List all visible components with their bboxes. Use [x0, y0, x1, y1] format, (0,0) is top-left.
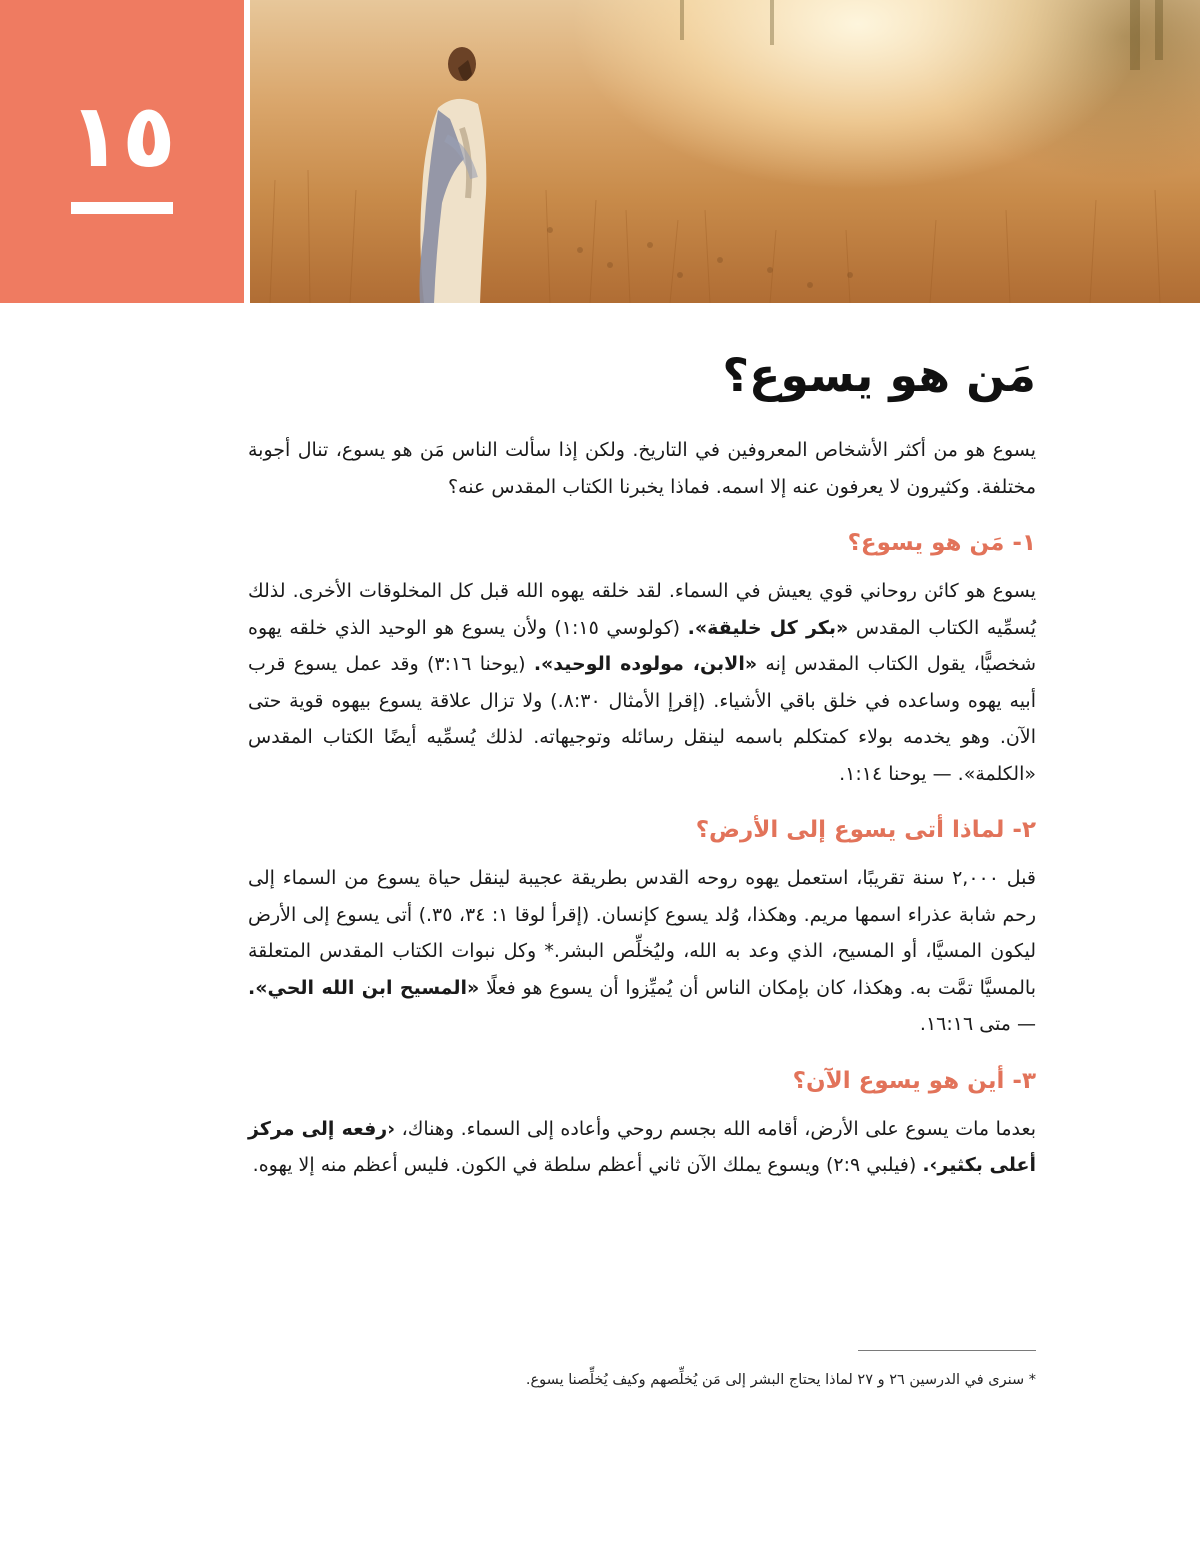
section-1-bold-quote: «الابن، مولوده الوحيد». [533, 653, 758, 675]
footnote-divider [858, 1350, 1036, 1351]
section-3-text: بعدما مات يسوع على الأرض، أقامه الله بجسم روحي وأعاده إلى السماء. وهناك، [395, 1117, 1036, 1140]
section-heading-2: ٢- لماذا أتى يسوع إلى الأرض؟ [695, 817, 1036, 843]
section-3-text: (فيلبي ٢:٩) ويسوع يملك الآن ثاني أعظم سلطة في الكون. فليس أعظم منه إلا يهوه. [252, 1154, 923, 1176]
lesson-number-block [0, 0, 244, 303]
section-2-bold-quote: «المسيح ابن الله الحي». [248, 976, 480, 999]
section-3-paragraph [248, 1111, 1036, 1184]
section-1-bold-quote: «بكر كل خليقة». [687, 616, 849, 639]
section-heading-1: ١- مَن هو يسوع؟ [847, 530, 1036, 556]
section-2-text: — متى ١٦:١٦. [919, 1013, 1036, 1035]
page-title: مَن هو يسوع؟ [722, 348, 1036, 402]
section-1-text: (كولوسي ١:١٥) ولأن يسوع هو الوحيد الذي خلقه يهوه شخصيًّا، يقول الكتاب المقدس إنه [248, 616, 1036, 675]
section-1-text: (يوحنا ٣:١٦) وقد عمل يسوع قرب أبيه يهوه وساعده في خلق باقي الأشياء. (إقرإ الأمثال ٨:٣٠.) ولا تزال علاقة يسوع بيهوه قوية حتى الآن. وهو يخدمه بولاء كمتكلم باسمه لينقل رسائله وتوجيهاته. لذلك يُسمِّيه أيضًا الكتاب المقدس «الكلمة». — يوحنا ١:١٤. [248, 653, 1036, 785]
section-heading-3: ٣- أين هو يسوع الآن؟ [792, 1067, 1036, 1094]
hero-photo [250, 0, 1200, 303]
intro-paragraph: يسوع هو من أكثر الأشخاص المعروفين في التاريخ. ولكن إذا سألت الناس مَن هو يسوع، تنال أجوبة مختلفة. وكثيرون لا يعرفون عنه إلا اسمه. فماذا يخبرنا الكتاب المقدس عنه؟ [248, 439, 1036, 498]
grass-texture [250, 0, 1200, 303]
section-2-text: قبل ٢,٠٠٠ سنة تقريبًا، استعمل يهوه روحه القدس بطريقة عجيبة لينقل حياة يسوع من السماء إلى رحم شابة عذراء اسمها مريم. وهكذا، وُلد يسوع كإنسان. (إقرأ لوقا ١: ٣٤، ٣٥.) أتى يسوع إلى الأرض ليكون المسيَّا، أو المسيح، الذي وعد به الله، وليُخلِّص البشر.* وكل نبوات الكتاب المقدس المتعلقة بالمسيَّا تمَّت به. وهكذا، كان بإمكان الناس أن يُميِّزوا أن يسوع هو فعلًا [248, 867, 1037, 999]
lesson-number: ١٥ [68, 84, 176, 187]
section-1-text: يسوع هو كائن روحاني قوي يعيش في السماء. لقد خلقه يهوه الله قبل كل المخلوقات الأخرى. لذلك يُسمِّيه الكتاب المقدس [248, 580, 1037, 639]
section-2-paragraph [248, 860, 1036, 1043]
section-3-bold-quote: ‹رفعه إلى مركز أعلى بكثير›. [248, 1117, 1036, 1176]
footnote: * سنرى في الدرسين ٢٦ و ٢٧ لماذا يحتاج البشر إلى مَن يُخلِّصهم وكيف يُخلِّصنا يسوع. [525, 1372, 1036, 1388]
lesson-number-underline [71, 202, 173, 214]
section-1-paragraph [248, 573, 1036, 792]
lesson-content [248, 340, 1036, 1184]
